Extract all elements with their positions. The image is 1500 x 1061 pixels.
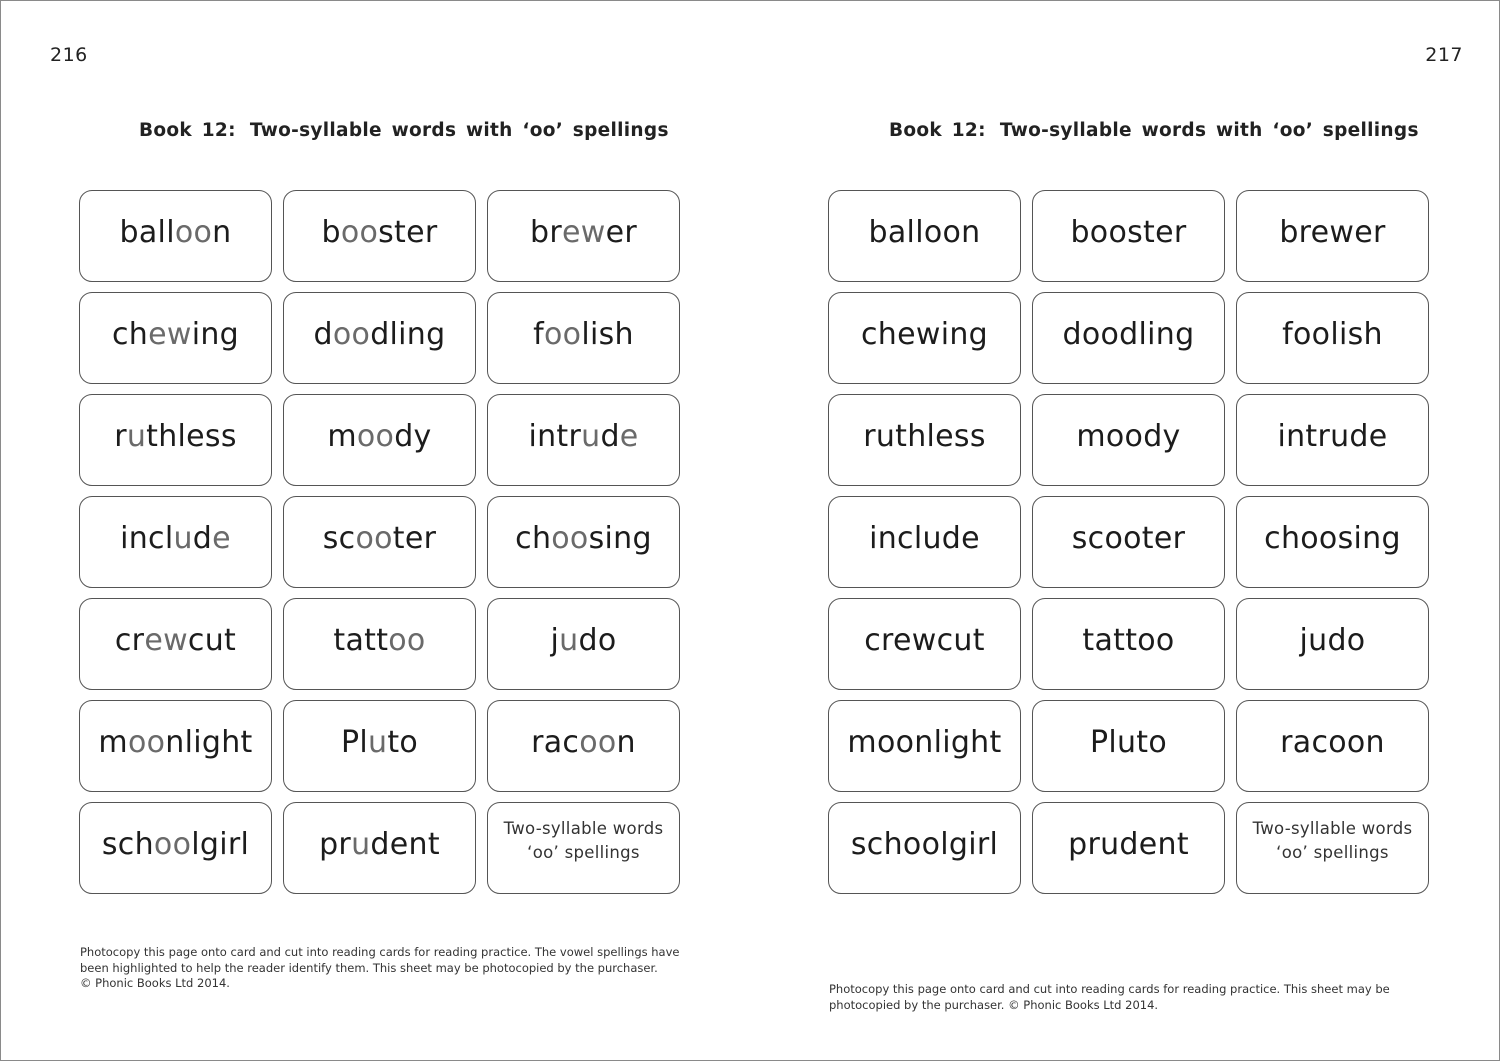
- word-segment: brewer: [1279, 214, 1386, 250]
- word-segment: pr: [319, 826, 352, 862]
- word-segment: cr: [114, 622, 145, 658]
- word-segment: d: [313, 316, 333, 352]
- word-segment: nlight: [165, 724, 253, 760]
- word-card: [283, 700, 476, 792]
- word-segment: ing: [191, 316, 239, 352]
- word-segment: dling: [370, 316, 446, 352]
- word-card: [487, 700, 680, 792]
- word-segment: crewcut: [864, 622, 985, 658]
- word-card: [1236, 700, 1429, 792]
- word-card: [283, 394, 476, 486]
- vowel-spelling: oo: [340, 214, 379, 250]
- vowel-spelling: oo: [356, 418, 395, 454]
- word-segment: include: [869, 520, 980, 556]
- vowel-spelling: u: [367, 724, 388, 760]
- word-card: [283, 496, 476, 588]
- word-segment: ch: [112, 316, 149, 352]
- word-segment: cut: [187, 622, 237, 658]
- word-card: [487, 598, 680, 690]
- label-card-line: ‘oo’ spellings: [1276, 843, 1389, 862]
- vowel-spelling: e: [619, 418, 639, 454]
- word-segment: n: [212, 214, 232, 250]
- word-card: [828, 598, 1021, 690]
- vowel-spelling: u: [351, 826, 371, 862]
- footer-line: © Phonic Books Ltd 2014.: [80, 976, 230, 990]
- page-number: 216: [50, 44, 88, 66]
- word-card: [1032, 598, 1225, 690]
- label-card: [487, 802, 680, 894]
- page-right: [749, 0, 1499, 1061]
- word-segment: m: [98, 724, 128, 760]
- word-segment: tatt: [333, 622, 389, 658]
- word-segment: moody: [1076, 418, 1181, 454]
- word-segment: scooter: [1071, 520, 1186, 556]
- word-segment: d: [192, 520, 213, 556]
- word-segment: schoolgirl: [850, 826, 999, 862]
- vowel-spelling: oo: [332, 316, 371, 352]
- title-book: Book 12:: [139, 120, 236, 141]
- word-card: [79, 802, 272, 894]
- vowel-spelling: oo: [388, 622, 426, 658]
- word-segment: sch: [101, 826, 154, 862]
- word-segment: ster: [378, 214, 438, 250]
- vowel-spelling: ew: [148, 316, 192, 352]
- word-card: [828, 292, 1021, 384]
- word-segment: doodling: [1062, 316, 1195, 352]
- label-card-line: Two-syllable words: [503, 819, 664, 838]
- word-card-grid: [828, 190, 1429, 894]
- word-segment: b: [321, 214, 341, 250]
- word-segment: j: [550, 622, 560, 658]
- word-card: [1236, 394, 1429, 486]
- footer-line: Photocopy this page onto card and cut into reading cards for reading practice. The vowel spellings have: [80, 945, 680, 959]
- word-card: [487, 394, 680, 486]
- word-segment: intrude: [1277, 418, 1388, 454]
- vowel-spelling: oo: [544, 316, 582, 352]
- word-card: [1236, 496, 1429, 588]
- word-segment: ch: [515, 520, 552, 556]
- word-segment: intr: [528, 418, 582, 454]
- word-card: [79, 292, 272, 384]
- word-segment: r: [114, 418, 127, 454]
- word-card: [1032, 802, 1225, 894]
- word-card: [1236, 292, 1429, 384]
- vowel-spelling: oo: [355, 520, 393, 556]
- vowel-spelling: oo: [551, 520, 589, 556]
- word-segment: tattoo: [1082, 622, 1175, 658]
- word-card: [79, 700, 272, 792]
- word-segment: d: [600, 418, 620, 454]
- word-card: [1032, 190, 1225, 282]
- footer-note: [80, 945, 690, 992]
- word-segment: foolish: [1282, 316, 1383, 352]
- word-card: [487, 292, 680, 384]
- word-segment: Pl: [340, 724, 368, 760]
- vowel-spelling: oo: [153, 826, 192, 862]
- word-segment: incl: [120, 520, 174, 556]
- word-card: [283, 802, 476, 894]
- word-segment: br: [530, 214, 562, 250]
- word-segment: rac: [531, 724, 580, 760]
- word-segment: balloon: [868, 214, 981, 250]
- word-segment: prudent: [1068, 826, 1189, 862]
- vowel-spelling: oo: [127, 724, 166, 760]
- page-number: 217: [1425, 44, 1463, 66]
- word-segment: ter: [392, 520, 437, 556]
- title-text: Two-syllable words with ‘oo’ spellings: [249, 120, 669, 141]
- word-card: [487, 496, 680, 588]
- word-segment: ball: [119, 214, 175, 250]
- footer-line: been highlighted to help the reader identify them. This sheet may be photocopied by the purchaser.: [80, 960, 658, 975]
- word-segment: sing: [588, 520, 652, 556]
- word-card: [283, 598, 476, 690]
- vowel-spelling: oo: [579, 724, 617, 760]
- word-segment: sc: [322, 520, 356, 556]
- word-card: [79, 598, 272, 690]
- word-segment: to: [387, 724, 419, 760]
- word-card: [1236, 598, 1429, 690]
- word-segment: er: [605, 214, 637, 250]
- word-card-grid: [79, 190, 680, 894]
- vowel-spelling: u: [559, 622, 579, 658]
- page-title: [889, 120, 1419, 141]
- word-card: [828, 700, 1021, 792]
- word-card: [487, 190, 680, 282]
- word-segment: lgirl: [191, 826, 250, 862]
- word-segment: ruthless: [863, 418, 986, 454]
- word-card: [79, 394, 272, 486]
- word-segment: chewing: [861, 316, 988, 352]
- word-segment: f: [533, 316, 545, 352]
- word-card: [283, 190, 476, 282]
- word-segment: moonlight: [847, 724, 1002, 760]
- word-card: [828, 394, 1021, 486]
- word-segment: m: [327, 418, 357, 454]
- word-card: [79, 496, 272, 588]
- page-title: [139, 120, 669, 141]
- word-segment: booster: [1070, 214, 1187, 250]
- word-card: [1032, 700, 1225, 792]
- label-card: [1236, 802, 1429, 894]
- title-book: Book 12:: [889, 120, 986, 141]
- label-card-line: Two-syllable words: [1252, 819, 1413, 838]
- vowel-spelling: u: [173, 520, 193, 556]
- word-segment: racoon: [1280, 724, 1385, 760]
- word-card: [1032, 496, 1225, 588]
- footer-line: photocopied by the purchaser. © Phonic Books Ltd 2014.: [829, 997, 1159, 1012]
- footer-line: Photocopy this page onto card and cut into reading cards for reading practice. This sheet may be: [829, 982, 1390, 996]
- label-card-line: ‘oo’ spellings: [527, 843, 640, 862]
- word-card: [79, 190, 272, 282]
- word-segment: judo: [1299, 622, 1366, 658]
- word-segment: n: [616, 724, 636, 760]
- title-text: Two-syllable words with ‘oo’ spellings: [999, 120, 1419, 141]
- word-card: [283, 292, 476, 384]
- vowel-spelling: u: [126, 418, 147, 454]
- vowel-spelling: e: [212, 520, 231, 556]
- vowel-spelling: ew: [561, 214, 606, 250]
- word-segment: dy: [394, 418, 432, 454]
- vowel-spelling: oo: [174, 214, 213, 250]
- word-segment: Pluto: [1089, 724, 1168, 760]
- word-card: [1236, 190, 1429, 282]
- word-card: [1032, 292, 1225, 384]
- word-segment: lish: [581, 316, 634, 352]
- vowel-spelling: u: [581, 418, 601, 454]
- vowel-spelling: ew: [144, 622, 188, 658]
- word-segment: do: [578, 622, 617, 658]
- word-segment: dent: [370, 826, 440, 862]
- word-card: [828, 190, 1021, 282]
- word-segment: choosing: [1264, 520, 1401, 556]
- word-card: [1032, 394, 1225, 486]
- word-card: [828, 802, 1021, 894]
- footer-note: [829, 982, 1409, 1013]
- word-card: [828, 496, 1021, 588]
- word-segment: thless: [146, 418, 237, 454]
